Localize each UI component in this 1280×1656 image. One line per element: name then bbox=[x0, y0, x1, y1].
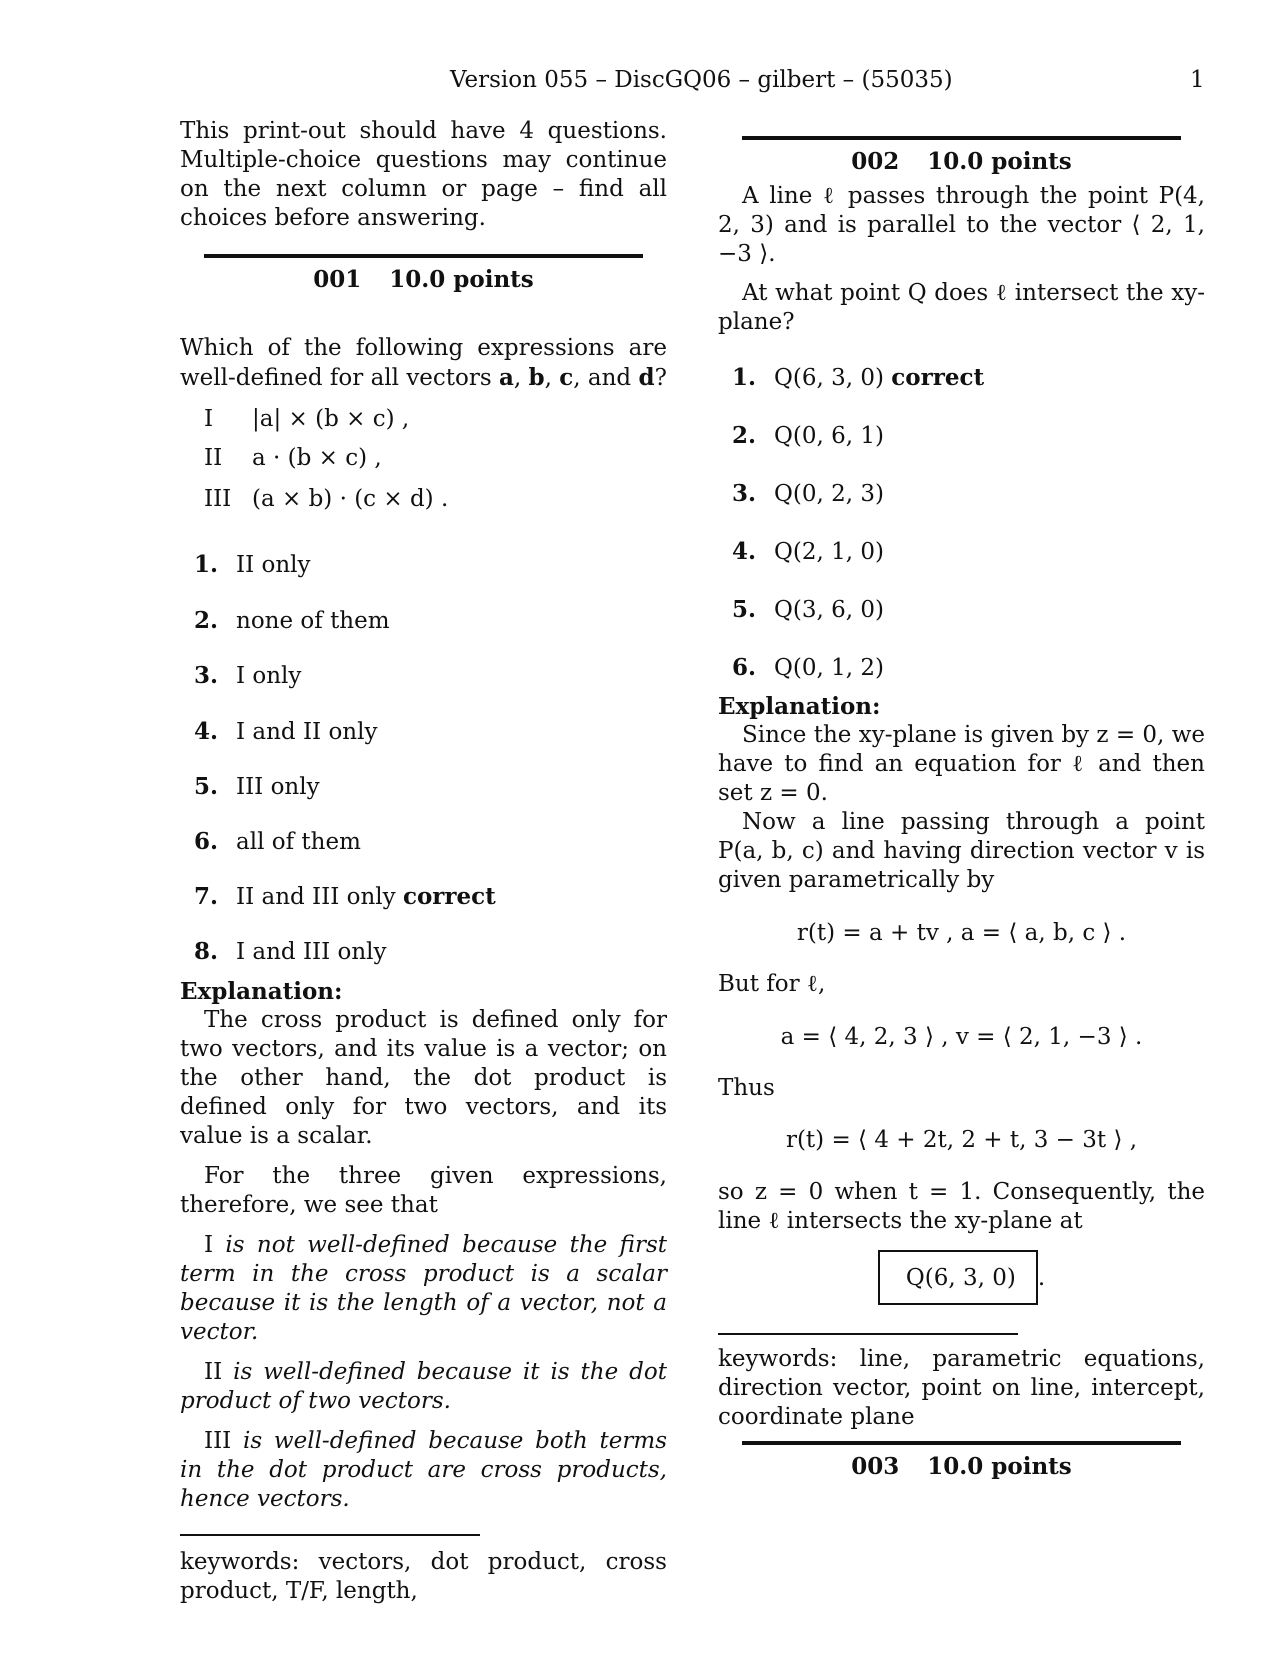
vec-d: d bbox=[638, 364, 655, 391]
q2-explanation-label: Explanation: bbox=[718, 693, 881, 720]
q2-equation-3: r(t) = ⟨ 4 + 2t, 2 + t, 3 − 3t ⟩ , bbox=[785, 1127, 1138, 1153]
q2-points: 10.0 points bbox=[927, 148, 1072, 175]
q2-question-1: A line ℓ passes through the point P(4, 2, 3) and is parallel to the vector ⟨ 2, 1, −3 ⟩. bbox=[718, 183, 1205, 267]
header-title: Version 055 – DiscGQ06 – gilbert – (55035) bbox=[450, 67, 953, 93]
q1-points: 10.0 points bbox=[389, 266, 534, 293]
q1-choice-7[interactable]: 7. II and III only correct bbox=[194, 883, 496, 910]
q1-choice-8[interactable]: 8. I and III only bbox=[194, 938, 387, 965]
q1-question: Which of the following expressions are well-defined for all vectors a, b, c, and d? bbox=[180, 335, 667, 391]
q1-explanation-3: I is not well-defined because the first term in the cross product is a scalar because it is the length of a vector, not a vector. bbox=[180, 1232, 667, 1345]
q2-header bbox=[742, 136, 1181, 177]
q2-choice-1[interactable]: 1. Q(6, 3, 0) correct bbox=[732, 364, 985, 391]
q1-expression-3: III (a × b) · (c × d) . bbox=[204, 486, 449, 512]
q1-choice-3[interactable]: 3. I only bbox=[194, 662, 302, 689]
q1-explanation-1: The cross product is defined only for two vectors, and its value is a vector; on the other hand, the dot product is defined only for two vectors, and its value is a scalar. bbox=[180, 1007, 667, 1149]
q2-question-2: At what point Q does ℓ intersect the xy-plane? bbox=[718, 280, 1205, 335]
keywords-rule bbox=[180, 1534, 480, 1536]
q1-expression-2: II a · (b × c) , bbox=[204, 445, 382, 471]
q1-choice-5[interactable]: 5. III only bbox=[194, 773, 320, 800]
left-column bbox=[180, 117, 667, 1606]
q1-explanation-5: III is well-defined because both terms in the dot product are cross products, hence vectors. bbox=[180, 1428, 667, 1512]
q2-answer: Q(6, 3, 0) bbox=[878, 1250, 1038, 1305]
q2-equation-2: a = ⟨ 4, 2, 3 ⟩ , v = ⟨ 2, 1, −3 ⟩ . bbox=[780, 1024, 1143, 1050]
q2-choice-6[interactable]: 6. Q(0, 1, 2) bbox=[732, 654, 884, 681]
q2-explanation-2: Now a line passing through a point P(a, b, c) and having direction vector v is given parametrically by bbox=[718, 809, 1205, 893]
page-header bbox=[0, 66, 1280, 96]
q1-explanation-2: For the three given expressions, therefore, we see that bbox=[180, 1163, 667, 1218]
q1-number: 001 bbox=[313, 266, 362, 293]
q1-explanation-label: Explanation: bbox=[180, 978, 343, 1005]
q2-thus: Thus bbox=[718, 1075, 775, 1101]
q2-explanation-3: so z = 0 when t = 1. Consequently, the line ℓ intersects the xy-plane at bbox=[718, 1179, 1205, 1234]
q3-number: 003 bbox=[851, 1453, 900, 1480]
q2-choice-2[interactable]: 2. Q(0, 6, 1) bbox=[732, 422, 884, 449]
q2-choice-5[interactable]: 5. Q(3, 6, 0) bbox=[732, 596, 884, 623]
correct-marker: correct bbox=[402, 883, 496, 910]
q2-equation-1: r(t) = a + tv , a = ⟨ a, b, c ⟩ . bbox=[796, 920, 1127, 946]
vec-b: b bbox=[528, 364, 545, 391]
q1-explanation-4: II is well-defined because it is the dot product of two vectors. bbox=[180, 1359, 667, 1414]
q1-keywords: keywords: vectors, dot product, cross product, T/F, length, bbox=[180, 1549, 667, 1604]
q1-choice-2[interactable]: 2. none of them bbox=[194, 607, 390, 634]
intro-text: This print-out should have 4 questions. Multiple-choice questions may continue on the next column or page – find all choices before answering. bbox=[180, 118, 667, 231]
right-column bbox=[718, 117, 1205, 1482]
q3-header bbox=[742, 1441, 1181, 1482]
q2-choice-3[interactable]: 3. Q(0, 2, 3) bbox=[732, 480, 884, 507]
q2-keywords: keywords: line, parametric equations, direction vector, point on line, intercept, coordinate plane bbox=[718, 1346, 1205, 1430]
vec-a: a bbox=[499, 364, 514, 391]
q1-header bbox=[204, 254, 643, 295]
vec-c: c bbox=[559, 364, 574, 391]
q1-choice-1[interactable]: 1. II only bbox=[194, 551, 311, 578]
q2-number: 002 bbox=[851, 148, 900, 175]
q2-answer-suffix: . bbox=[1037, 1265, 1046, 1291]
page-number: 1 bbox=[1190, 67, 1205, 93]
q2-choice-4[interactable]: 4. Q(2, 1, 0) bbox=[732, 538, 884, 565]
q1-choice-6[interactable]: 6. all of them bbox=[194, 828, 361, 855]
q1-expression-1: I |a| × (b × c) , bbox=[204, 406, 410, 432]
q2-but-for: But for ℓ, bbox=[718, 971, 826, 997]
keywords-rule bbox=[718, 1333, 1018, 1335]
q2-explanation-1: Since the xy-plane is given by z = 0, we have to find an equation for ℓ and then set z = 0. bbox=[718, 722, 1205, 806]
correct-marker: correct bbox=[891, 364, 985, 391]
q3-points: 10.0 points bbox=[927, 1453, 1072, 1480]
q1-choice-4[interactable]: 4. I and II only bbox=[194, 718, 378, 745]
q2-answer-box bbox=[718, 1250, 1205, 1305]
